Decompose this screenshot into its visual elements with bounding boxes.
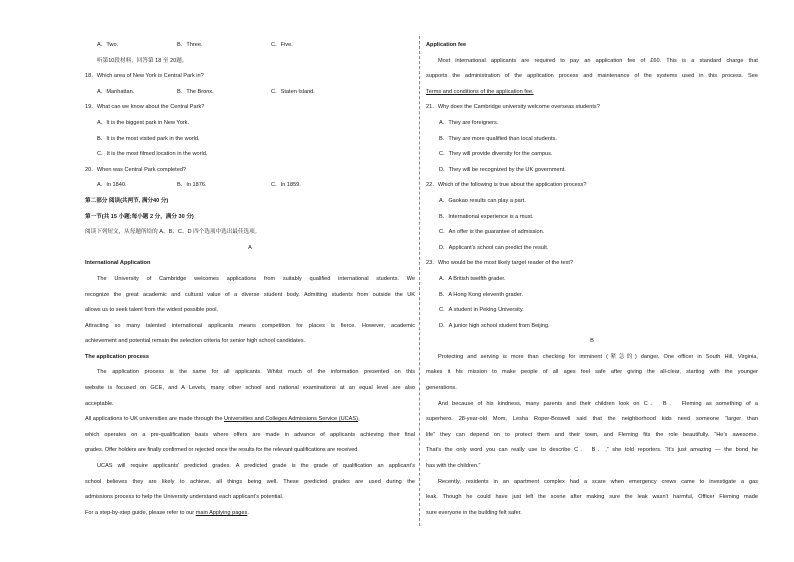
text-line: which operates on a pre-qualification basis where offers are made in advance of applicants achieving their final — [85, 431, 415, 438]
option: D．Applicant’s school can predict the result. — [439, 244, 549, 251]
question-21: 21．Why does the Cambridge university welcome overseas students? — [426, 104, 600, 111]
text-line: life” they can depend on to protect them and their town, and Fleming fits the role beautifully. “He’s awesome. — [426, 431, 758, 438]
question-19: 19．What can we know about the Central Park? — [85, 104, 205, 111]
text-line: recognize the great academic and cultural value of a diverse student body. Admitting students from outside the UK — [85, 291, 415, 298]
question-20: 20．When was Central Park completed? — [85, 166, 187, 173]
text: All applications to UK universities are made through the — [85, 416, 224, 423]
column-divider — [419, 36, 420, 526]
applying-pages-link[interactable]: main Applying pages — [195, 509, 248, 516]
text-line: makes it his mission to make people of all ages feel safe after giving the all-clear, starting with the younger — [426, 369, 758, 376]
option: B．International experience is a must. — [439, 213, 534, 220]
text-line: school believes they are likely to achieve, all things being well. These predicted grades are used during the — [85, 478, 415, 485]
question-22: 22．Which of the following is true about the application process? — [426, 182, 587, 189]
option: C．In 1859. — [271, 182, 301, 189]
text-line — [85, 506, 415, 522]
option: B．In 1876. — [177, 182, 207, 189]
option: C．Five. — [271, 42, 293, 49]
option: B．Three. — [177, 42, 203, 49]
text-line: Recently, residents in an apartment complex had a scare when emergency crews came to investigate a gas — [438, 478, 758, 485]
text-line: allows us to seek talent from the widest possible pool. — [85, 307, 219, 314]
paragraph — [426, 397, 758, 475]
text-line: The University of Cambridge welcomes applications from suitably qualified international students. We — [97, 275, 415, 282]
text-line: Most international applicants are required to pay an application fee of £60. This is a standard charge that — [438, 57, 758, 64]
option: A．Gaokao results can play a part. — [439, 197, 526, 204]
paragraph — [85, 412, 415, 459]
text: For a step-by-step guide, please refer to our — [85, 509, 196, 516]
option: A．They are foreigners. — [439, 119, 499, 126]
option: C．Staten Island. — [271, 88, 315, 95]
text-line: acceptable. — [85, 400, 114, 407]
left-column — [85, 38, 415, 521]
text-line: achievement and potential remain the selection criteria for senior high school candidates. — [85, 338, 306, 345]
passage-heading: International Application — [85, 260, 151, 267]
paragraph — [85, 506, 415, 522]
option: C．A student in Peking University. — [439, 307, 524, 314]
text-line: generations. — [426, 385, 457, 392]
paragraph — [85, 319, 415, 350]
text-line: sure everyone in the building felt safer. — [426, 509, 522, 516]
text-line: UCAS will require applicants’ predicted grades. A predicted grade is the grade of qualification an applicant’s — [97, 463, 415, 470]
option: A．A British twelfth grader. — [439, 275, 506, 282]
text-line: grades. Offer holders are finally confirmed or rejected once the results for the relevant qualifications are received. — [85, 447, 359, 454]
option: B．It is the most visited park in the world. — [97, 135, 200, 142]
text-line: supports the administration of the application process and maintenance of the systems used in this process. See — [426, 73, 758, 80]
option: A．Manhattan. — [97, 88, 135, 95]
right-column — [426, 38, 758, 521]
text-line: The application process is the same for all applicants. Whilst much of the information presented on this — [97, 369, 415, 376]
option: B．A Hong Kong eleventh grader. — [439, 291, 523, 298]
text-line: Attracting so many talented international applicants means competition for places is fierce. However, academic — [85, 322, 415, 329]
option: B．They are more qualified than local students. — [439, 135, 557, 142]
ucas-link[interactable]: Universities and Colleges Admissions Service (UCAS) — [224, 416, 358, 423]
option: C．An offer is the guarantee of admission. — [439, 229, 545, 236]
option: A．It is the biggest park in New York. — [97, 119, 190, 126]
fee-terms-link[interactable]: Terms and conditions of the application fee. — [426, 88, 534, 95]
paragraph — [85, 272, 415, 319]
q18-options — [85, 85, 415, 101]
section1-title: 第一节(共 15 小题;每小题 2 分，满分 30 分) — [85, 213, 194, 220]
passage-b-label: B — [590, 338, 594, 345]
q17-options — [85, 38, 415, 54]
paragraph — [85, 459, 415, 506]
passage-a-label: A — [248, 244, 252, 251]
option: C．They will provide diversity for the campus. — [439, 151, 553, 158]
text: ， — [358, 416, 364, 423]
text-line: leak. Though he could have just left the scene after making sure the leak wasn’t harmful, Officer Fleming made — [426, 494, 758, 501]
text-line: website is focused on GCE, and A Levels, many other school and national examinations at an equal level are also — [85, 385, 415, 392]
question-18: 18．Which area of New York is Central Park in? — [85, 73, 204, 80]
text-line: superhero. 28-year-old Mom, Lesha Roper-Boswell said that the neighborhood kids need someone “larger than — [426, 416, 758, 423]
option: B．The Bronx. — [177, 88, 214, 95]
paragraph — [426, 350, 758, 397]
text-line: has with the children.” — [426, 463, 481, 470]
text-line — [85, 412, 415, 428]
option: C．It is the most filmed location in the world. — [97, 151, 208, 158]
option: A．Two. — [97, 42, 119, 49]
option: D．A junior high school student from Beijing. — [439, 322, 550, 329]
text-line: admissions process to help the University understand each applicant’s potential. — [85, 494, 284, 501]
section-heading: Application fee — [426, 42, 467, 49]
question-23: 23．Who would be the most likely target reader of the text? — [426, 260, 574, 267]
paragraph — [85, 365, 415, 412]
reading-instruction: 阅读下列短文，从每题所给的 A、B、C、D 四个选项中选出最佳选项。 — [85, 229, 261, 236]
text: . — [247, 509, 249, 516]
option: D．They will be recognized by the UK government. — [439, 166, 566, 173]
part2-title: 第二部分 阅读(共两节, 满分40 分) — [85, 197, 169, 204]
listening-instruction: 听第10段材料，回答第 18 至 20题。 — [97, 57, 188, 64]
text-line: Protecting and serving is more than checking for imminent (紧急的) danger. One officer in South Hill, Virginia, — [438, 353, 758, 360]
q20-options — [85, 178, 415, 194]
paragraph — [426, 54, 758, 101]
paragraph — [426, 475, 758, 522]
text-line: And because of his kindness, many parents and their children look on C． B． Fleming as something of a — [438, 400, 758, 407]
section-heading: The application process — [85, 353, 150, 360]
text-line: That’s the only word you can really use to describe C． B．,” she told reporters. “It’s just amazing — the bond he — [426, 447, 758, 454]
option: A．In 1840. — [97, 182, 127, 189]
